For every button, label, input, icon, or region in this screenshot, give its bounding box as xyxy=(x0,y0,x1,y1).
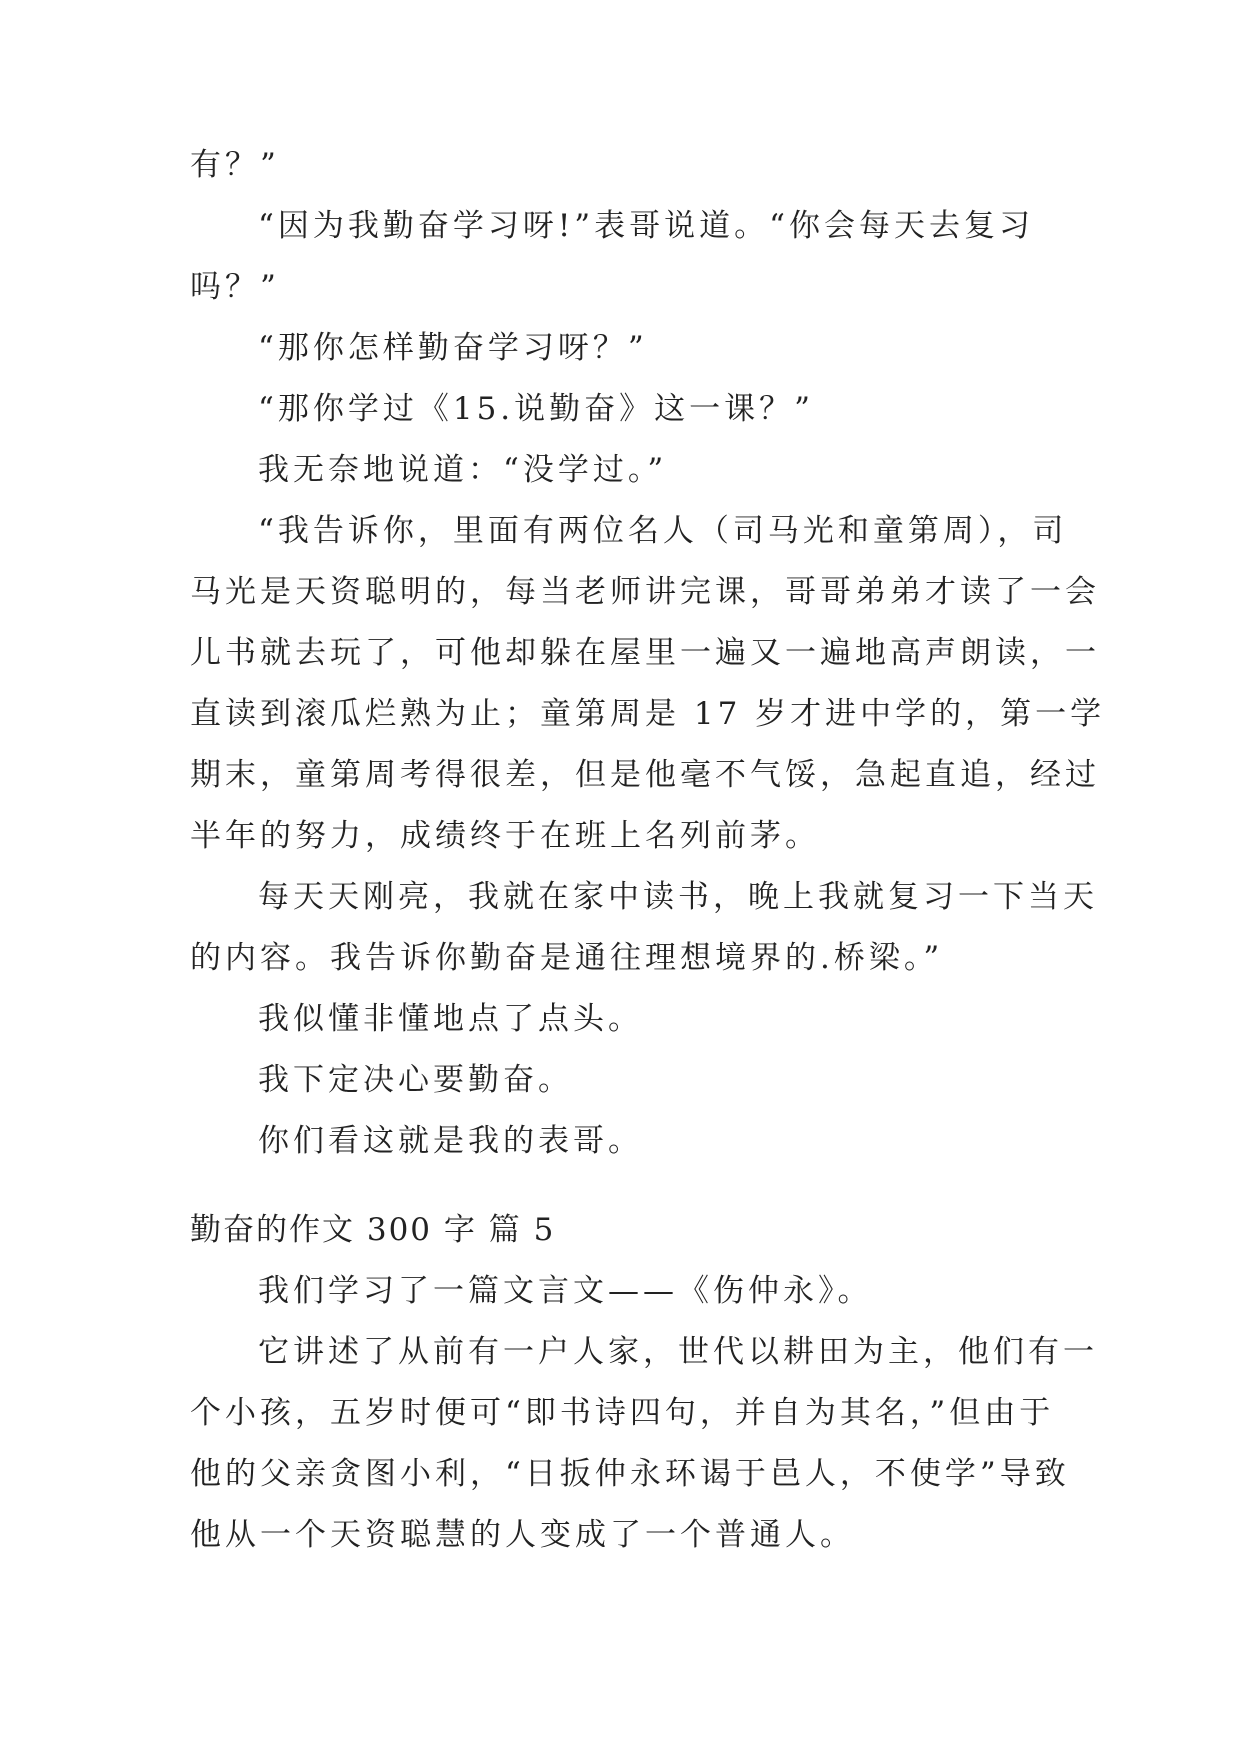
paragraph-line: “那你学过《15.说勤奋》这一课？” xyxy=(258,391,814,427)
paragraph-line: 他的父亲贪图小利，“日扳仲永环谒于邑人，不使学”导致 xyxy=(190,1456,1070,1492)
paragraph-line: 它讲述了从前有一户人家，世代以耕田为主，他们有一 xyxy=(258,1334,1098,1370)
paragraph-line: 你们看这就是我的表哥。 xyxy=(258,1123,643,1159)
paragraph-line: 每天天刚亮，我就在家中读书，晚上我就复习一下当天 xyxy=(258,879,1098,915)
paragraph-line: 儿书就去玩了，可他却躲在屋里一遍又一遍地高声朗读，一 xyxy=(190,635,1100,671)
paragraph-line: 吗？” xyxy=(190,269,280,305)
paragraph-line: 有？” xyxy=(190,147,280,183)
paragraph-line: “我告诉你，里面有两位名人（司马光和童第周），司 xyxy=(258,513,1068,549)
paragraph-line: 期末，童第周考得很差，但是他毫不气馁，急起直追，经过 xyxy=(190,757,1100,793)
paragraph-line: 的内容。我告诉你勤奋是通往理想境界的.桥梁。” xyxy=(190,940,944,976)
paragraph-line: 我似懂非懂地点了点头。 xyxy=(258,1001,643,1037)
paragraph-line: “那你怎样勤奋学习呀？” xyxy=(258,330,648,366)
paragraph-line: “因为我勤奋学习呀!”表哥说道。“你会每天去复习 xyxy=(258,208,1034,244)
paragraph-line: 马光是天资聪明的，每当老师讲完课，哥哥弟弟才读了一会 xyxy=(190,574,1100,610)
paragraph-line: 我下定决心要勤奋。 xyxy=(258,1062,573,1098)
story-part-1 xyxy=(190,135,1106,1172)
paragraph-line: 个小孩，五岁时便可“即书诗四句，并自为其名，”但由于 xyxy=(190,1395,1055,1431)
essay-section-5 xyxy=(190,1200,1098,1566)
section-heading: 勤奋的作文 300 字 篇 5 xyxy=(190,1212,556,1248)
paragraph-line: 半年的努力，成绩终于在班上名列前茅。 xyxy=(190,818,820,854)
paragraph-line: 他从一个天资聪慧的人变成了一个普通人。 xyxy=(190,1517,855,1553)
paragraph-line: 我们学习了一篇文言文——《伤仲永》。 xyxy=(258,1273,873,1309)
paragraph-line: 我无奈地说道：“没学过。” xyxy=(258,452,668,488)
paragraph-line: 直读到滚瓜烂熟为止；童第周是 17 岁才进中学的，第一学 xyxy=(190,696,1106,732)
